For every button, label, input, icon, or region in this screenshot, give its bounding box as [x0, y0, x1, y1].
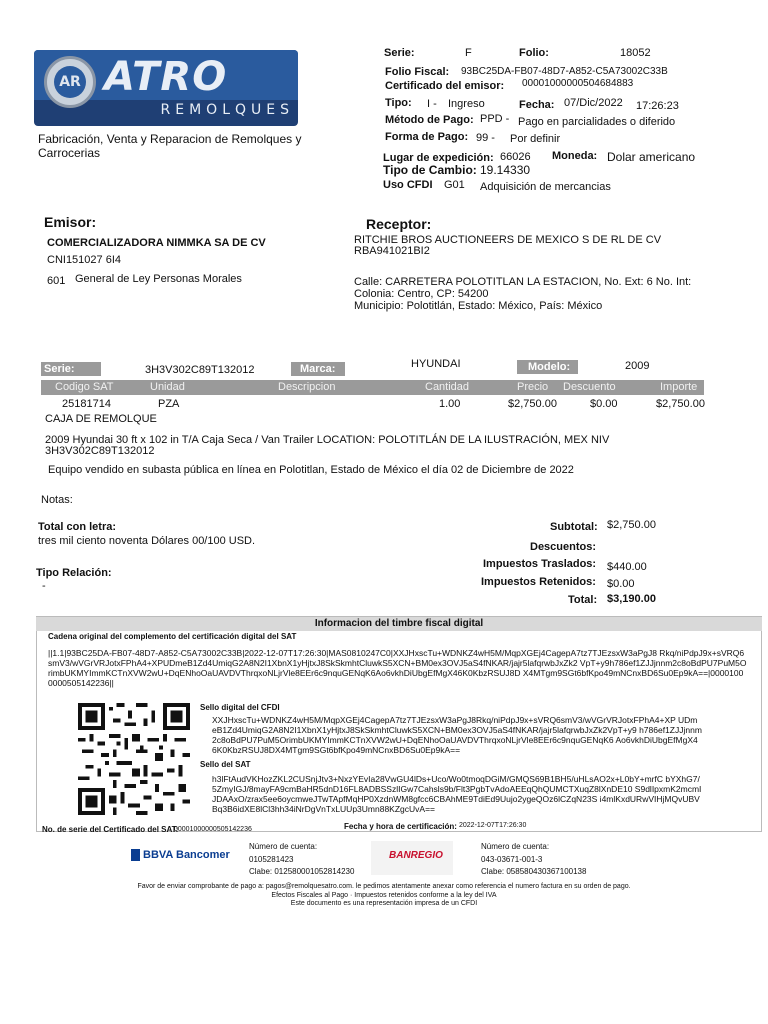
receptor-title: Receptor:: [366, 216, 432, 232]
table-row: [41, 398, 704, 412]
sello-cfdi-value: XXJHxscTu+WDNKZ4wH5M/MqpXGEj4CagepA7tz7TJEzsxW3aPgJ8Rkq/niPdpJ9x+sVRQ6smV3/wVGrVRJotxFPhA4+XP UDmeB1Zd4UmiqG2A8N2I1XbnX1yHjtxJ8SkSkmhtCluwkS5XCN+BM0ex3OVJ5aS4fNKAR/jajr5lafqrwbJxZk2VpT+y9 h786ef1ZJJjnnm2c8oBdPU7PuM5OrimbUKMYImmKCTnXVW2wU+DqENhoOaUAVDVThrqxoNLjrVle8EEr6c9nquGENqK6 Ao6vkhDiUbgEfMgX46K0KbzRSUJ8DX4MTgm9SGt6bfKpo49mNCnxBD6Su0Ep9kA==: [212, 715, 702, 755]
banregio-clabe: Clabe: 058580430367100138: [481, 867, 587, 876]
sello-sat-value: h3lFtAudVKHozZKL2CUSnjJtv3+NxzYEvIa28VwGU4lDs+Uco/Wo0tmoqDGiM/GMQS69B1BH5/uHLsAO2x+L0bY+mrfC bYXhG7/5ZmyIGJ/8mayFA9cmBaHR5dnD16FL8ADBSSzlIGw7Cahsls9b/Flt3PgbTvAdoAEEqQhQUMCTXuqZ8lXnDE10 S9dlIpxmK2mcmIJDAAxO/zrax5ee6oycmweJTwTApfMqHP0XzdnWM8gfcc6CBAhME9TdiEd9Uujo2ygeQOz6lCZqN23S i4mlKxdURwVIHjMQvUBVBq3B6idXE8lCl3hh34iNrDgVnTxLUUp3Umn88KZgcUvA==: [212, 774, 702, 814]
banregio-cuenta-label: Número de cuenta:: [481, 842, 550, 851]
forma-code: 99 -: [476, 132, 495, 144]
uso-value: Adquisición de mercancias: [480, 181, 611, 193]
folio-value: 18052: [620, 47, 651, 59]
fecha-cert-label: Fecha y hora de certificación:: [344, 822, 457, 831]
descuentos-label: Descuentos:: [530, 541, 597, 553]
footer-line3: Este documento es una representación impresa de un CFDI: [290, 900, 478, 907]
vehicle-serie-label: Serie:: [44, 363, 75, 375]
forma-label: Forma de Pago:: [385, 131, 469, 143]
metodo-code: PPD -: [480, 113, 510, 125]
col-descuento: Descuento: [563, 381, 616, 393]
emisor-regimen: General de Ley Personas Morales: [75, 273, 242, 285]
item-description-line2: 3H3V302C89T132012: [45, 445, 155, 457]
col-precio: Precio: [517, 381, 549, 393]
vehicle-marca: HYUNDAI: [411, 358, 461, 370]
bbva-clabe: Clabe: 012580001052814230: [249, 867, 355, 876]
cell-codigo-sat: 25181714: [62, 398, 111, 410]
bbva-logo: [131, 849, 230, 861]
qr-code: [78, 703, 190, 815]
footer-line2: Efectos Fiscales al Pago · Impuestos retenidos conforme a la ley del IVA: [271, 892, 497, 899]
emisor-title: Emisor:: [44, 214, 97, 230]
receptor-name: RITCHIE BROS AUCTIONEERS DE MEXICO S DE RL DE CV: [354, 234, 662, 246]
folio-label: Folio:: [519, 47, 549, 59]
tipo-code: I -: [427, 98, 437, 110]
uso-code: G01: [444, 179, 465, 191]
cert-label: Certificado del emisor:: [385, 80, 505, 92]
emisor-regimen-code: 601: [47, 275, 66, 287]
receptor-calle: Calle: CARRETERA POLOTITLAN LA ESTACION, No. Ext: 6 No. Int:: [354, 276, 692, 288]
cadena-label: Cadena original del complemento del certificación digital del SAT: [48, 632, 297, 641]
fecha-value: 07/Dic/2022: [564, 97, 623, 109]
emisor-rfc: CNI151027 6I4: [47, 254, 121, 266]
qr-code-graphic: [78, 703, 190, 815]
retenidos-label: Impuestos Retenidos:: [481, 576, 596, 588]
tipo-label: Tipo:: [385, 97, 412, 109]
fecha-cert-value: 2022-12-07T17:26:30: [459, 822, 527, 829]
items-table-header: [41, 380, 704, 395]
serie-label: Serie:: [384, 47, 415, 59]
item-description-note: Equipo vendido en subasta pública en línea en Polotitlan, Estado de México el día 02 de Diciembre de 2022: [48, 464, 574, 476]
item-description-line1: 2009 Hyundai 30 ft x 102 in T/A Caja Seca / Van Trailer LOCATION: POLOTITLÁN DE LA ILUSTRACIÓN, MEX NIV: [45, 434, 610, 446]
bbva-cuenta: 0105281423: [249, 855, 294, 864]
serie-value: F: [465, 47, 472, 59]
total-label: Total:: [568, 594, 598, 606]
metodo-value: Pago en parcialidades o diferido: [518, 116, 676, 128]
moneda-label: Moneda:: [552, 150, 598, 162]
footer-line1: Favor de enviar comprobante de pago a: pagos@remolquesatro.com. le pedimos atentamente anexar como referencia el numero factura en su orden de pago.: [137, 883, 631, 890]
total-letra-label: Total con letra:: [38, 521, 117, 533]
company-tagline: Fabricación, Venta y Reparacion de Remolques y Carrocerias: [38, 132, 302, 160]
uso-label: Uso CFDI: [383, 179, 433, 191]
bbva-logo-text: BBVA Bancomer: [143, 849, 230, 861]
emisor-name: COMERCIALIZADORA NIMMKA SA DE CV: [47, 237, 266, 249]
banregio-logo-text: BANREGIO: [389, 850, 443, 861]
bbva-cuenta-label: Número de cuenta:: [249, 842, 318, 851]
stamp-title: Informacion del timbre fiscal digital: [36, 617, 762, 631]
cell-cantidad: 1.00: [439, 398, 461, 410]
sello-sat-label: Sello del SAT: [200, 760, 251, 769]
vehicle-marca-label-box: [291, 362, 345, 376]
bbva-mark-icon: [131, 849, 140, 861]
traslados-label: Impuestos Traslados:: [483, 558, 597, 570]
cell-precio: $2,750.00: [508, 398, 557, 410]
sello-cfdi-label: Sello digital del CFDI: [200, 703, 280, 712]
logo-emblem-text: AR: [54, 66, 86, 98]
cert-sat-value: 00001000000505142236: [174, 826, 252, 833]
moneda-value: Dolar americano: [607, 150, 696, 164]
vehicle-marca-label: Marca:: [300, 363, 336, 375]
vehicle-serie-label-box: [41, 362, 101, 376]
cambio-label: Tipo de Cambio:: [383, 163, 477, 177]
vehicle-modelo-label-box: [517, 360, 578, 374]
folio-fiscal-value: 93BC25DA-FB07-48D7-A852-C5A73002C33B: [461, 66, 668, 77]
banregio-logo: [371, 841, 453, 875]
cert-sat-label: No. de serie del Certificado del SAT:: [42, 825, 179, 834]
subtotal-label: Subtotal:: [550, 521, 598, 533]
col-cantidad: Cantidad: [425, 381, 470, 393]
retenidos-value: $0.00: [607, 578, 635, 590]
vehicle-serie: 3H3V302C89T132012: [145, 364, 255, 376]
subtotal-value: $2,750.00: [607, 519, 656, 531]
metodo-label: Método de Pago:: [385, 114, 474, 126]
traslados-value: $440.00: [607, 561, 647, 573]
logo-subtitle: REMOLQUES: [104, 102, 294, 118]
receptor-rfc: RBA941021BI2: [354, 245, 430, 257]
notas-label: Notas:: [41, 494, 73, 506]
vehicle-modelo-label: Modelo:: [528, 361, 571, 373]
lugar-label: Lugar de expedición:: [383, 152, 494, 164]
logo-wordmark: ATRO: [104, 54, 228, 100]
tipo-relacion-value: -: [42, 580, 46, 592]
banregio-cuenta: 043-03671-001-3: [481, 855, 543, 864]
receptor-municipio: Municipio: Polotitlán, Estado: México, País: México: [354, 300, 603, 312]
folio-fiscal-label: Folio Fiscal:: [385, 66, 450, 78]
forma-value: Por definir: [510, 133, 561, 145]
cambio-value: 19.14330: [480, 163, 531, 177]
cadena-value: ||1.1|93BC25DA-FB07-48D7-A852-C5A73002C33B|2022-12-07T17:26:30|MAS0810247C0|XXJHxscTu+WDNKZ4wH5M/MqpXGEj4CagepA7tz7TJEzsxW3aPgJ8 Rkq/niPdpJ9x+sVRQ6smV3/wVGrVRJotxFPhA4+XPUDmeB1Zd4UmiqG2A8N2I1XbnX1yHjtxJ8SkSkmhtCluwkS5XCN+BM0ex3OVJ5aS4fNKAR/jajr5lafqrwbJxZk2 VpT+y9h786ef1ZJJjnnm2c8oBdPU7PuM5OrimbUKMYImmKCTnXVW2wU+DqENhoOaUAVDVThrqxoNLjrVle8EEr6c9nquGENqK6Ao6vkhDiUbgEfMgX46K0KbzRSUJ8D X4MTgm9SGt6bfKpo49mNCnxBD6Su0Ep9kA==|00001000000505142236||: [48, 648, 747, 688]
tipo-value: Ingreso: [448, 98, 485, 110]
cell-descuento: $0.00: [590, 398, 618, 410]
col-descripcion: Descripcion: [278, 381, 336, 393]
fecha-label: Fecha:: [519, 99, 555, 111]
total-letra-value: tres mil ciento noventa Dólares 00/100 USD.: [38, 535, 256, 547]
vehicle-modelo: 2009: [625, 360, 650, 372]
cell-importe: $2,750.00: [656, 398, 705, 410]
col-importe: Importe: [660, 381, 698, 393]
item-description-title: CAJA DE REMOLQUE: [45, 413, 157, 425]
total-value: $3,190.00: [607, 593, 656, 605]
hora-value: 17:26:23: [636, 100, 679, 112]
cell-unidad: PZA: [158, 398, 180, 410]
col-unidad: Unidad: [150, 381, 185, 393]
tipo-relacion-label: Tipo Relación:: [36, 567, 112, 579]
col-codigo-sat: Codigo SAT: [55, 381, 114, 393]
cert-value: 00001000000504684883: [522, 78, 634, 89]
receptor-colonia: Colonia: Centro, CP: 54200: [354, 288, 489, 300]
lugar-value: 66026: [500, 151, 531, 163]
